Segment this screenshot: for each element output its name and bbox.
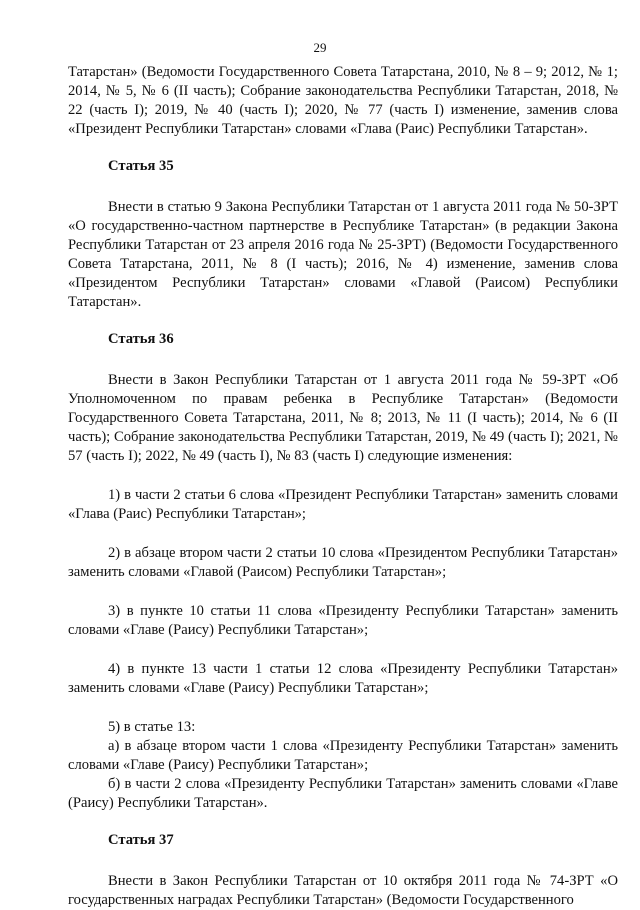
article-36-title: Статья 36: [108, 331, 174, 347]
article-36-text: Внести в Закон Республики Татарстан от 1 августа 2011 года № 59-ЗРТ «Об Уполномоченном по правам ребенка в Республике Татарстан» (Ведомости Государственного Совета Татарстана, 2011, № 8; 2013, № 11 (I часть); 2014, № 6 (II часть); Собрание законодательства Республики Татарстан, 2019, № 49 (часть I); 2021, № 57 (часть I); 2022, № 49 (часть I), № 83 (часть I) следующие изменения:: [68, 372, 618, 464]
intro-paragraph: Татарстан» (Ведомости Государственного Совета Татарстана, 2010, № 8 – 9; 2012, № 1; 2014, № 5, № 6 (II часть); Собрание законодательства Республики Татарстан, 2018, № 22 (часть I); 2019, № 40 (часть I); 2020, № 77 (часть I) изменение, заменив слова «Президент Республики Татарстан» словами «Глава (Раис) Республики Татарстан».: [68, 64, 618, 137]
article-36-item-2: 2) в абзаце втором части 2 статьи 10 слова «Президентом Республики Татарстан» заменить словами «Главой (Раисом) Республики Татарстан»;: [68, 545, 618, 580]
article-36-item-1: 1) в части 2 статьи 6 слова «Президент Республики Татарстан» заменить словами «Глава (Раис) Республики Татарстан»;: [68, 487, 618, 522]
article-35-title: Статья 35: [108, 158, 174, 174]
article-36-item-5b: б) в части 2 слова «Президенту Республики Татарстан» заменить словами «Главе (Раису) Республики Татарстан».: [68, 776, 618, 811]
article-36-item-5-head: 5) в статье 13:: [108, 719, 196, 735]
article-37-title: Статья 37: [108, 832, 174, 848]
article-36-item-3: 3) в пункте 10 статьи 11 слова «Президенту Республики Татарстан» заменить словами «Главе (Раису) Республики Татарстан»;: [68, 603, 618, 638]
article-36-item-4: 4) в пункте 13 части 1 статьи 12 слова «Президенту Республики Татарстан» заменить словами «Главе (Раису) Республики Татарстан»;: [68, 661, 618, 696]
article-37-text: Внести в Закон Республики Татарстан от 10 октября 2011 года № 74-ЗРТ «О государственных наградах Республики Татарстан» (Ведомости Государственного: [68, 873, 618, 908]
article-36-item-5a: а) в абзаце втором части 1 слова «Президенту Республики Татарстан» заменить словами «Главе (Раису) Республики Татарстан»;: [68, 738, 618, 773]
page-number: 29: [313, 40, 327, 55]
article-35-text: Внести в статью 9 Закона Республики Татарстан от 1 августа 2011 года № 50-ЗРТ «О государственно-частном партнерстве в Республике Татарстан» (в редакции Закона Республики Татарстан от 23 апреля 2016 года № 25-ЗРТ) (Ведомости Государственного Совета Татарстана, 2011, № 8 (I часть); 2016, № 4) изменение, заменив слова «Президентом Республики Татарстан» словами «Главой (Раисом) Республики Татарстан».: [68, 199, 618, 310]
document-body: [68, 63, 618, 910]
